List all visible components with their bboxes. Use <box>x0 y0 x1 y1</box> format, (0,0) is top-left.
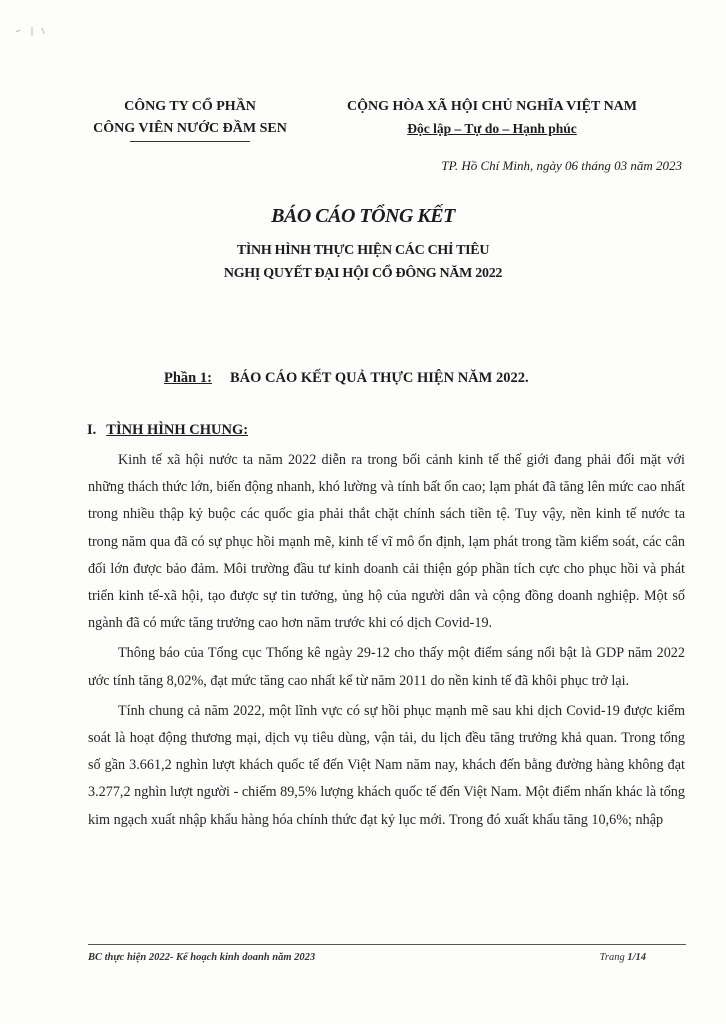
scan-mark <box>14 24 54 38</box>
national-header <box>322 96 662 140</box>
paragraph: Kinh tế xã hội nước ta năm 2022 diễn ra trong bối cảnh kinh tế thế giới đang phải đối mặt với những thách thức lớn, biến động nhanh, khó lường và tính bất ổn cao; lạm phát đã tăng lên mức cao nhất trong nhiều thập kỷ buộc các quốc gia phải thắt chặt chính sách tiền tệ. Tuy vậy, nền kinh tế nước ta trong năm qua đã có sự phục hồi mạnh mẽ, kinh tế vĩ mô ổn định, lạm phát trong tầm kiểm soát, các cân đối lớn được bảo đảm. Môi trường đầu tư kinh doanh cải thiện góp phần tích cực cho phục hồi và phát triển kinh tế-xã hội, tạo được sự tin tưởng, ủng hộ của người dân và cộng đồng doanh nghiệp. Một số ngành đã có mức tăng trưởng cao hơn năm trước khi có dịch Covid-19. <box>88 452 685 632</box>
paragraph: Tính chung cả năm 2022, một lĩnh vực có sự hồi phục mạnh mẽ sau khi dịch Covid-19 được kiểm soát là hoạt động thương mại, dịch vụ tiêu dùng, vận tải, du lịch đều tăng trưởng khả quan. Trong tổng số gần 3.661,2 nghìn lượt khách quốc tế đến Việt Nam năm nay, khách đến bằng đường hàng không đạt 3.277,2 nghìn lượt người - chiếm 89,5% lượng khách quốc tế đến Việt Nam. Một điểm nhấn khác là tổng kim ngạch xuất nhập khẩu hàng hóa chính thức đạt kỷ lục mới. Trong đó xuất khẩu tăng 10,6%; nhập <box>88 702 685 828</box>
dateline: TP. Hồ Chí Minh, ngày 06 tháng 03 năm 2023 <box>441 158 682 173</box>
page-number: 1/14 <box>627 952 646 963</box>
part-heading <box>164 370 529 387</box>
footer-page-info <box>600 952 646 963</box>
nation-motto: Độc lập – Tự do – Hạnh phúc <box>407 121 577 136</box>
document-subtitle-2: NGHỊ QUYẾT ĐẠI HỘI CỔ ĐÔNG NĂM 2022 <box>223 266 503 281</box>
footer-document-name: BC thực hiện 2022- Kế hoạch kinh doanh năm 2023 <box>88 952 316 963</box>
company-line-1: CÔNG TY CỔ PHẦN <box>124 99 256 114</box>
footer-divider <box>88 944 686 945</box>
section-title: TÌNH HÌNH CHUNG: <box>106 422 249 438</box>
document-title: BÁO CÁO TỔNG KẾT <box>271 205 455 227</box>
part-title: BÁO CÁO KẾT QUẢ THỰC HIỆN NĂM 2022. <box>229 370 529 386</box>
section-number: I. <box>87 422 97 438</box>
body-text <box>88 447 685 837</box>
page-label: Trang <box>599 952 625 963</box>
company-line-2: CÔNG VIÊN NƯỚC ĐẦM SEN <box>93 121 287 136</box>
section-heading <box>87 422 248 439</box>
part-label: Phần 1: <box>164 370 212 386</box>
document-subtitle-1: TÌNH HÌNH THỰC HIỆN CÁC CHỈ TIÊU <box>236 243 490 258</box>
header-divider <box>130 141 250 142</box>
company-header <box>70 96 310 142</box>
nation-line-1: CỘNG HÒA XÃ HỘI CHỦ NGHĨA VIỆT NAM <box>346 99 637 114</box>
paragraph: Thông báo của Tổng cục Thống kê ngày 29-12 cho thấy một điểm sáng nổi bật là GDP năm 2022 ước tính tăng 8,02%, đạt mức tăng cao nhất kể từ năm 2011 do nền kinh tế đã khôi phục trở lại. <box>88 645 685 689</box>
